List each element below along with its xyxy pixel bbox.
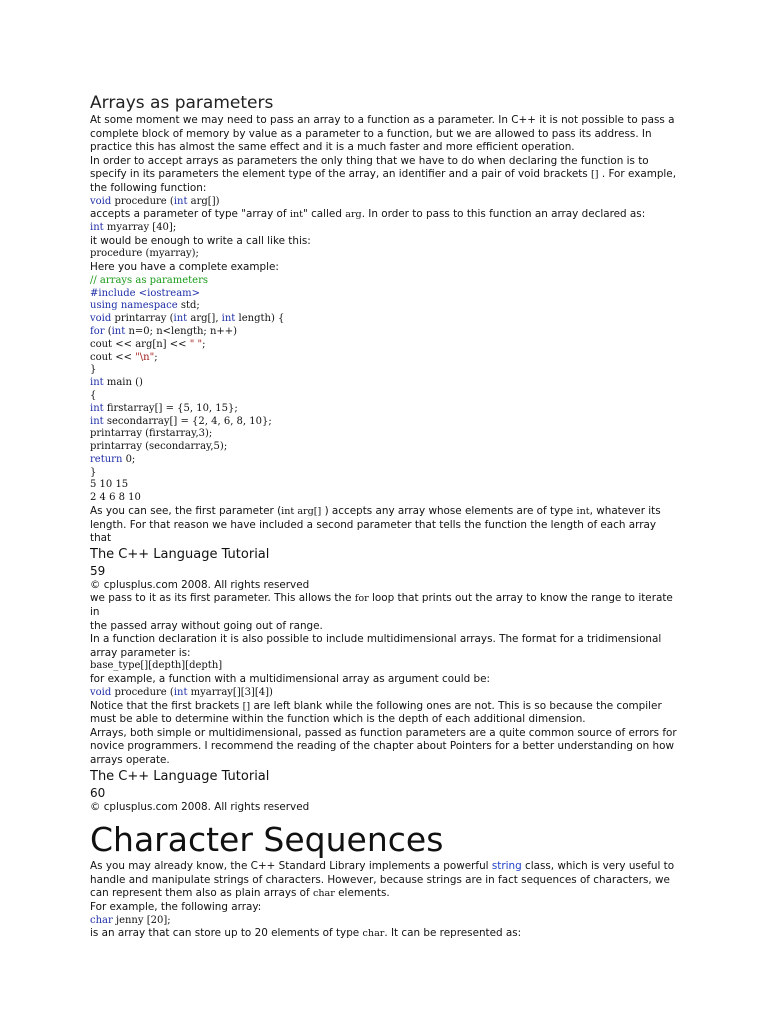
page-number: 60 bbox=[90, 785, 106, 800]
code-example bbox=[90, 275, 680, 505]
code-line: void procedure (int arg[]) bbox=[90, 195, 220, 207]
page-number: 59 bbox=[90, 563, 106, 578]
paragraph: In a function declaration it is also possible to include multidimensional arrays. The format for a tridimensional array parameter is: bbox=[90, 633, 662, 659]
paragraph: accepts a parameter of type "array of int" called arg. In order to pass to this function an array declared as: bbox=[90, 208, 646, 221]
code-line: cout << arg[n] << " "; bbox=[90, 338, 206, 350]
paragraph: At some moment we may need to pass an array to a function as a parameter. In C++ it is not possible to pass a complete block of memory by value as a parameter to a function, but we are allowed to pass its address. In practice this has almost the same effect and it is a much faster and more efficient operation. bbox=[90, 114, 675, 154]
code-line: void procedure (int myarray[][3][4]) bbox=[90, 686, 273, 698]
code-line: int myarray [40]; bbox=[90, 221, 177, 233]
section-heading: Arrays as parameters bbox=[90, 93, 274, 113]
code-line: char jenny [20]; bbox=[90, 914, 171, 926]
code-line: int secondarray[] = {2, 4, 6, 8, 10}; bbox=[90, 415, 272, 427]
copyright: © cplusplus.com 2008. All rights reserved bbox=[90, 578, 310, 591]
inline-code: [] bbox=[591, 169, 599, 181]
chapter-heading: Character Sequences bbox=[90, 820, 444, 860]
program-output: 5 10 15 bbox=[90, 479, 129, 491]
paragraph: Notice that the first brackets [] are left blank while the following ones are not. This is so because the compiler must be able to determine within the function which is the depth of each additional dimension. bbox=[90, 699, 662, 726]
copyright: © cplusplus.com 2008. All rights reserved bbox=[90, 800, 310, 813]
code-line: { bbox=[90, 389, 97, 401]
paragraph: for example, a function with a multidimensional array as argument could be: bbox=[90, 673, 490, 686]
paragraph: we pass to it as its first parameter. This allows the for loop that prints out the array to know the range to iterate in bbox=[90, 592, 673, 619]
code-line: for (int n=0; n<length; n++) bbox=[90, 325, 238, 337]
code-line: printarray (firstarray,3); bbox=[90, 428, 213, 440]
paragraph: As you can see, the first parameter (int arg[] ) accepts any array whose elements are of type int, whatever its length. For that reason we have included a second parameter that tells the function the length of each array that bbox=[90, 505, 661, 545]
code-line: procedure (myarray); bbox=[90, 248, 199, 260]
code-line: #include <iostream> bbox=[90, 287, 201, 299]
paragraph: In order to accept arrays as parameters the only thing that we have to do when declaring the function is to specify in its parameters the element type of the array, an identifier and a pair of void brackets [] . For example, the following function: bbox=[90, 154, 677, 194]
code-comment: // arrays as parameters bbox=[90, 274, 208, 286]
document-page bbox=[90, 92, 680, 941]
code-line: cout << "\n"; bbox=[90, 351, 158, 363]
paragraph: Here you have a complete example: bbox=[90, 261, 279, 274]
footer-title: The C++ Language Tutorial bbox=[90, 768, 270, 784]
paragraph: is an array that can store up to 20 elements of type char. It can be represented as: bbox=[90, 927, 522, 940]
code-line: return 0; bbox=[90, 453, 136, 465]
code-line: } bbox=[90, 364, 97, 376]
string-link[interactable]: string bbox=[491, 860, 522, 873]
code-line: printarray (secondarray,5); bbox=[90, 441, 228, 453]
code-line: } bbox=[90, 466, 97, 478]
code-line: base_type[][depth][depth] bbox=[90, 660, 223, 672]
code-line: int main () bbox=[90, 377, 143, 389]
footer-title: The C++ Language Tutorial bbox=[90, 546, 270, 562]
code-line: int firstarray[] = {5, 10, 15}; bbox=[90, 402, 238, 414]
code-line: void printarray (int arg[], int length) { bbox=[90, 313, 285, 325]
paragraph: the passed array without going out of range. bbox=[90, 619, 323, 632]
code-line: using namespace std; bbox=[90, 300, 200, 312]
paragraph: it would be enough to write a call like this: bbox=[90, 234, 311, 247]
paragraph: For example, the following array: bbox=[90, 900, 262, 913]
program-output: 2 4 6 8 10 bbox=[90, 492, 141, 504]
page-footer bbox=[90, 546, 680, 593]
paragraph: Arrays, both simple or multidimensional, passed as function parameters are a quite common source of errors for novice programmers. I recommend the reading of the chapter about Pointers for a better understanding on how arrays operate. bbox=[90, 726, 677, 766]
paragraph: As you may already know, the C++ Standard Library implements a powerful string class, which is very useful to handle and manipulate strings of characters. However, because strings are in fact sequences of characters, we can represent them also as plain arrays of char elements. bbox=[90, 860, 675, 900]
page-footer bbox=[90, 768, 680, 815]
